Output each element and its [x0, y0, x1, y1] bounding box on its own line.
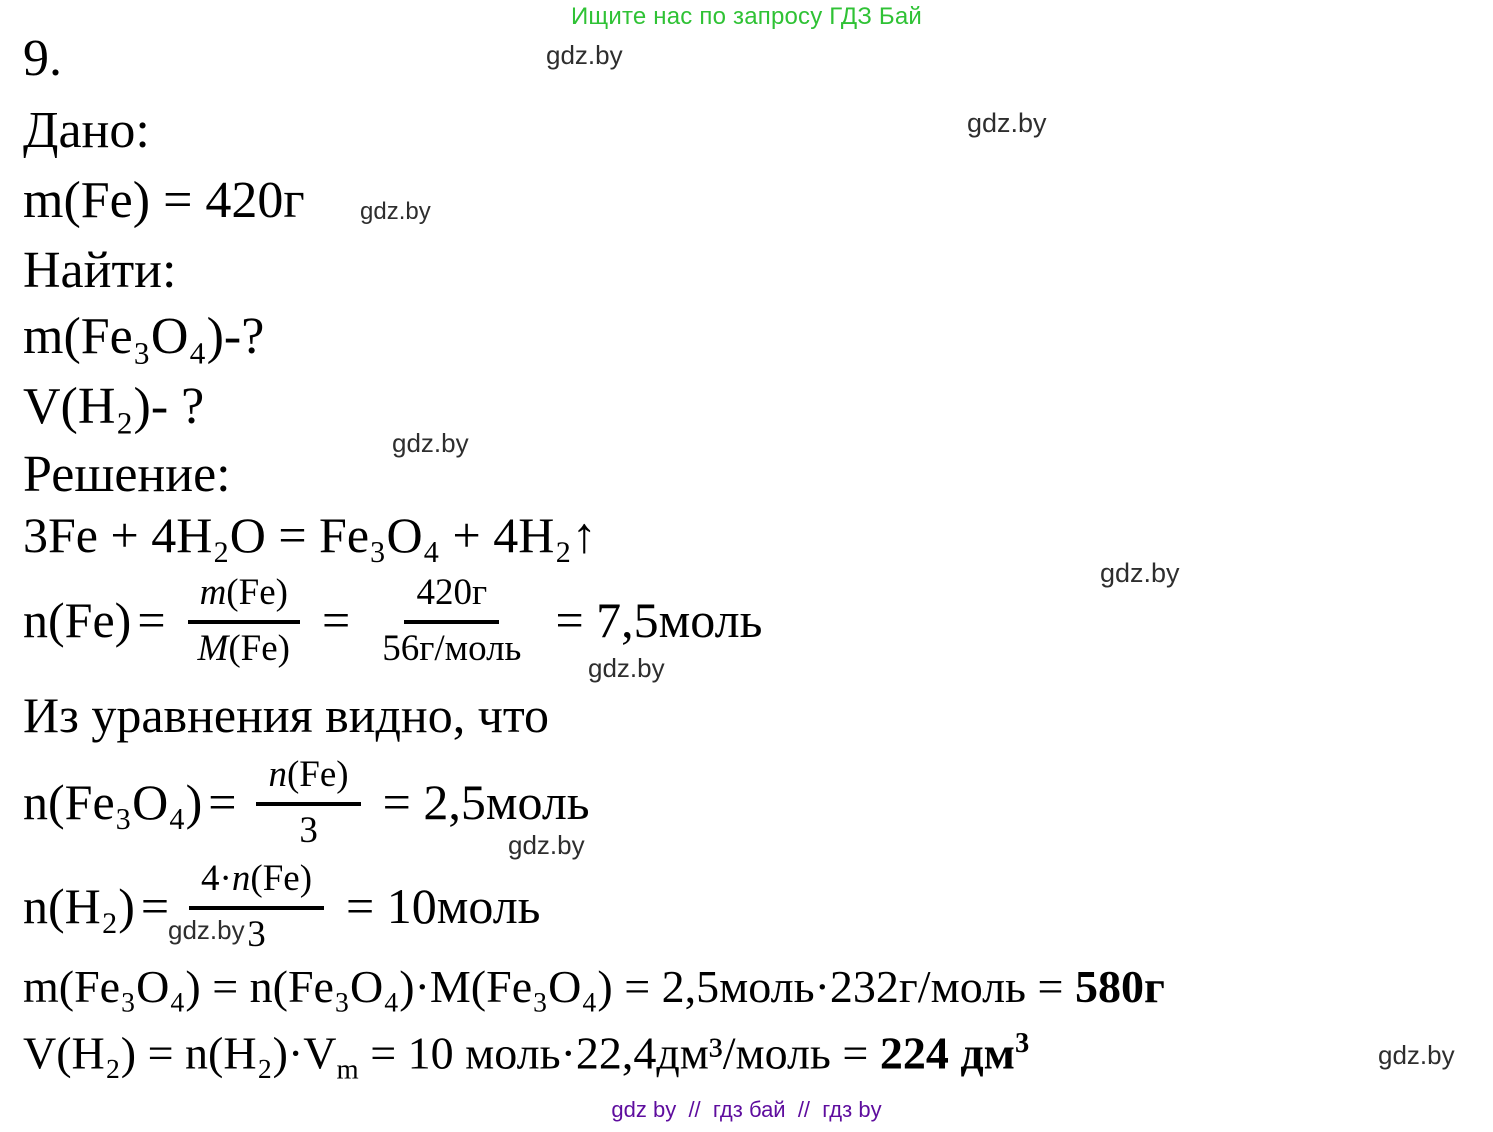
promo-banner: Ищите нас по запросу ГДЗ Бай: [570, 3, 923, 30]
fraction-denominator: 3: [299, 809, 318, 851]
watermark-under-fraction-2: gdz.by: [508, 830, 585, 860]
volume-line-pre: V(H₂) = n(H₂)·V: [23, 1027, 337, 1079]
watermark-under-fraction-1: gdz.by: [588, 653, 665, 683]
solution-label: Решение:: [23, 446, 231, 503]
var-M: M: [197, 627, 229, 669]
volume-result-exponent: 3: [1014, 1028, 1030, 1059]
n-fe3o4-line: [23, 752, 590, 852]
fraction-nfe-over-3: [256, 752, 360, 852]
fraction-denominator: 3: [247, 913, 266, 955]
find-volume: V(H₂)- ?: [23, 378, 205, 435]
watermark-top-center: gdz.by: [546, 40, 623, 70]
fraction-numerator: [189, 856, 324, 910]
n-fe3o4-result: = 2,5моль: [382, 773, 590, 830]
reaction-equation: 3Fe + 4H₂O = Fe₃O₄ + 4H₂↑: [23, 507, 597, 563]
equals-sign: =: [140, 877, 170, 934]
equation-note: Из уравнения видно, что: [23, 687, 550, 743]
equals-sign: =: [137, 591, 166, 648]
n-h2-line: [23, 856, 540, 956]
n-fe-lhs: n(Fe): [23, 591, 132, 648]
find-label: Найти:: [23, 242, 177, 299]
n-fe3o4-lhs: n(Fe₃O₄): [23, 773, 203, 830]
watermark-after-given: gdz.by: [360, 198, 431, 225]
fraction-denominator: [186, 624, 302, 671]
watermark-top-right: gdz.by: [967, 108, 1047, 138]
fraction-420-over-56: [370, 570, 533, 670]
fraction-numerator: 420г: [404, 570, 499, 624]
equals-sign: =: [322, 591, 351, 648]
watermark-bottom-right: gdz.by: [1378, 1040, 1455, 1070]
num-rest: (Fe): [250, 858, 313, 899]
watermark-under-fraction-3: gdz.by: [168, 915, 245, 945]
mass-result: 580г: [1074, 961, 1165, 1012]
mass-result-line: [23, 962, 1165, 1013]
fraction-numerator: [256, 752, 360, 806]
n-fe-result: = 7,5моль: [555, 591, 763, 648]
var-m: m: [199, 572, 227, 613]
den-rest: (Fe): [228, 627, 290, 669]
given-value: m(Fe) = 420г: [23, 172, 305, 229]
num-coefficient: 4·: [201, 858, 232, 899]
vm-subscript: m: [336, 1054, 359, 1086]
footer-links: gdz by // гдз бай // гдз by: [611, 1097, 882, 1122]
problem-number: 9.: [23, 30, 62, 87]
fraction-mfe-over-Mfe: [186, 570, 302, 670]
fraction-4nfe-over-3: [189, 856, 324, 956]
mass-line-body: m(Fe₃O₄) = n(Fe₃O₄)·M(Fe₃O₄) = 2,5моль·232г/моль =: [23, 961, 1075, 1012]
num-rest: (Fe): [286, 754, 349, 795]
num-rest: (Fe): [226, 572, 288, 613]
n-h2-lhs: n(H₂): [23, 877, 135, 934]
volume-line-mid: = 10 моль·22,4дм³/моль =: [358, 1027, 880, 1079]
given-label: Дано:: [23, 102, 150, 159]
n-h2-result: = 10моль: [346, 877, 541, 934]
volume-result-line: [23, 1028, 1029, 1086]
watermark-mid-left: gdz.by: [392, 428, 469, 458]
var-n: n: [231, 858, 251, 899]
find-mass: m(Fe₃O₄)-?: [23, 308, 265, 365]
var-n: n: [268, 754, 287, 795]
equals-sign: =: [208, 773, 237, 830]
fraction-denominator: 56г/моль: [382, 627, 522, 669]
fraction-numerator: [188, 570, 300, 624]
volume-result: 224 дм: [879, 1027, 1015, 1079]
watermark-mid-right: gdz.by: [1100, 558, 1180, 588]
n-fe-line: [23, 570, 762, 670]
